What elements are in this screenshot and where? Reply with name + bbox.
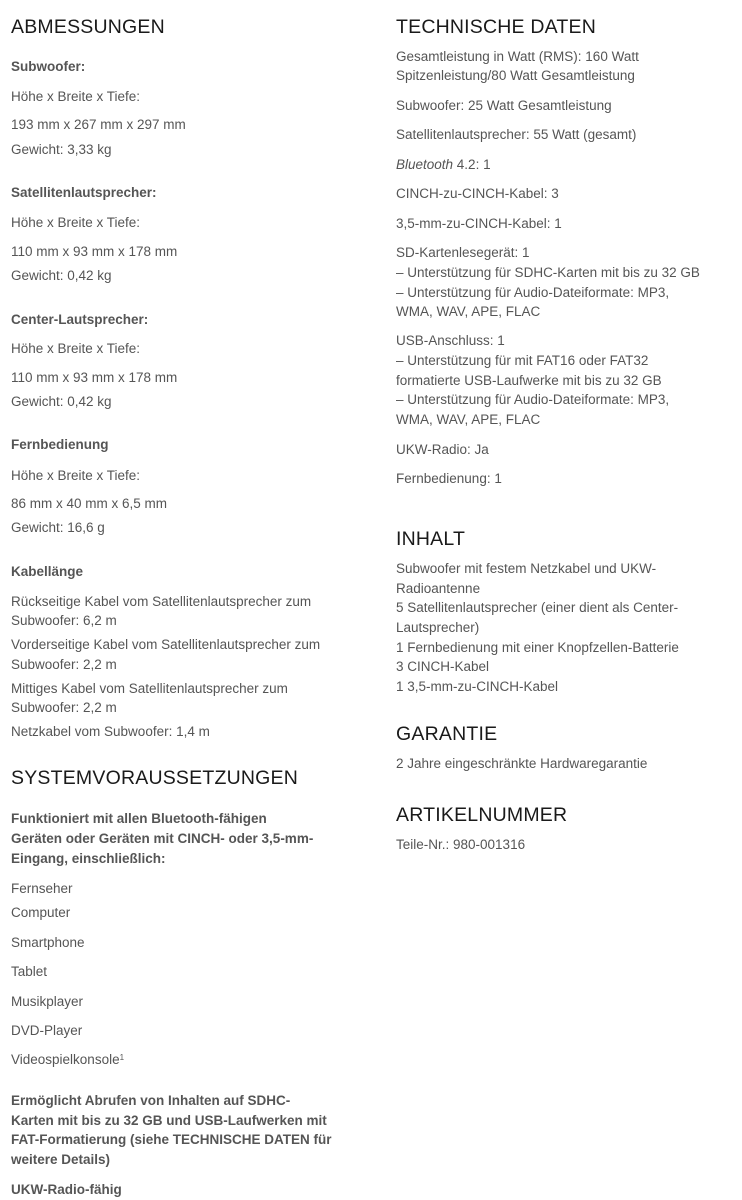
tech-sd-line1: SD-Kartenlesegerät: 1: [396, 245, 530, 260]
center-heading: Center-Lautsprecher:: [11, 312, 149, 327]
tech-sd-line2: – Unterstützung für SDHC-Karten mit bis zu 32 GB: [396, 265, 700, 280]
tech-satellite: Satellitenlautsprecher: 55 Watt (gesamt): [396, 127, 637, 142]
subwoofer-dims: 193 mm x 267 mm x 297 mm: [11, 117, 186, 132]
cable-front-line2: Subwoofer: 2,2 m: [11, 657, 117, 672]
center-dims: 110 mm x 93 mm x 178 mm: [11, 370, 178, 385]
sd-note-line4: weitere Details): [11, 1152, 111, 1167]
bluetooth-version: 4.2: 1: [453, 157, 491, 172]
inhalt-line: Lautsprecher): [396, 620, 480, 635]
subwoofer-weight: Gewicht: 3,33 kg: [11, 142, 112, 157]
satellite-dims-label: Höhe x Breite x Tiefe:: [11, 215, 141, 230]
sd-note-line3: FAT-Formatierung (siehe TECHNISCHE DATEN für: [11, 1132, 332, 1147]
cable-rear-line2: Subwoofer: 6,2 m: [11, 613, 117, 628]
device-item: Smartphone: [11, 935, 85, 950]
part-number: Teile-Nr.: 980-001316: [396, 837, 526, 852]
section-title-inhalt: INHALT: [396, 528, 466, 550]
center-weight: Gewicht: 0,42 kg: [11, 394, 112, 409]
device-item: Fernseher: [11, 881, 73, 896]
cable-heading: Kabellänge: [11, 564, 84, 579]
satellite-heading: Satellitenlautsprecher:: [11, 185, 157, 200]
center-dims-label: Höhe x Breite x Tiefe:: [11, 341, 141, 356]
system-intro-line1: Funktioniert mit allen Bluetooth-fähigen: [11, 811, 267, 826]
cable-mid-line1: Mittiges Kabel vom Satellitenlautsprecher zum: [11, 681, 288, 696]
tech-radio: UKW-Radio: Ja: [396, 442, 489, 457]
tech-usb-line5: WMA, WAV, APE, FLAC: [396, 412, 541, 427]
tech-cinch: CINCH-zu-CINCH-Kabel: 3: [396, 186, 559, 201]
device-item-console: [11, 1050, 124, 1070]
tech-sd-line3: – Unterstützung für Audio-Dateiformate: MP3,: [396, 285, 670, 300]
inhalt-line: 3 CINCH-Kabel: [396, 659, 490, 674]
tech-bluetooth: [396, 155, 491, 175]
device-item: Musikplayer: [11, 994, 84, 1009]
sd-note-line2: Karten mit bis zu 32 GB und USB-Laufwerken mit: [11, 1113, 327, 1128]
section-title-system: SYSTEMVORAUSSETZUNGEN: [11, 767, 298, 789]
remote-dims: 86 mm x 40 mm x 6,5 mm: [11, 496, 168, 511]
section-title-artikel: ARTIKELNUMMER: [396, 804, 568, 826]
inhalt-line: 1 3,5-mm-zu-CINCH-Kabel: [396, 679, 559, 694]
section-title-tech: TECHNISCHE DATEN: [396, 16, 597, 38]
tech-power-line2: Spitzenleistung/80 Watt Gesamtleistung: [396, 68, 635, 83]
device-item: Computer: [11, 905, 71, 920]
cable-mid-line2: Subwoofer: 2,2 m: [11, 700, 117, 715]
device-item: DVD-Player: [11, 1023, 83, 1038]
garantie-text: 2 Jahre eingeschränkte Hardwaregarantie: [396, 756, 648, 771]
bluetooth-word: Bluetooth: [396, 157, 454, 172]
tech-power-line1: Gesamtleistung in Watt (RMS): 160 Watt: [396, 49, 639, 64]
tech-usb-line4: – Unterstützung für Audio-Dateiformate: MP3,: [396, 392, 670, 407]
inhalt-line: 5 Satellitenlautsprecher (einer dient als Center-: [396, 600, 679, 615]
satellite-dims: 110 mm x 93 mm x 178 mm: [11, 244, 178, 259]
section-title-garantie: GARANTIE: [396, 723, 498, 745]
subwoofer-heading: Subwoofer:: [11, 59, 86, 74]
inhalt-line: Radioantenne: [396, 581, 481, 596]
tech-subwoofer: Subwoofer: 25 Watt Gesamtleistung: [396, 98, 612, 113]
tech-usb-line1: USB-Anschluss: 1: [396, 333, 505, 348]
inhalt-line: 1 Fernbedienung mit einer Knopfzellen-Batterie: [396, 640, 679, 655]
sd-note-line1: Ermöglicht Abrufen von Inhalten auf SDHC-: [11, 1093, 291, 1108]
tech-sd-line4: WMA, WAV, APE, FLAC: [396, 304, 541, 319]
remote-dims-label: Höhe x Breite x Tiefe:: [11, 468, 141, 483]
satellite-weight: Gewicht: 0,42 kg: [11, 268, 112, 283]
cable-power: Netzkabel vom Subwoofer: 1,4 m: [11, 724, 210, 739]
tech-remote: Fernbedienung: 1: [396, 471, 502, 486]
device-item: Tablet: [11, 964, 48, 979]
system-intro-line3: Eingang, einschließlich:: [11, 851, 166, 866]
radio-note: UKW-Radio-fähig: [11, 1182, 122, 1197]
footnote-marker: 1: [119, 1053, 125, 1062]
cable-front-line1: Vorderseitige Kabel vom Satellitenlautsprecher zum: [11, 637, 321, 652]
tech-jack: 3,5-mm-zu-CINCH-Kabel: 1: [396, 216, 562, 231]
tech-usb-line2: – Unterstützung für mit FAT16 oder FAT32: [396, 353, 649, 368]
remote-weight: Gewicht: 16,6 g: [11, 520, 105, 535]
tech-usb-line3: formatierte USB-Laufwerke mit bis zu 32 GB: [396, 373, 662, 388]
system-intro-line2: Geräten oder Geräten mit CINCH- oder 3,5-mm-: [11, 831, 314, 846]
device-item: Videospielkonsole: [11, 1052, 120, 1067]
inhalt-line: Subwoofer mit festem Netzkabel und UKW-: [396, 561, 657, 576]
section-title-abmessungen: ABMESSUNGEN: [11, 16, 165, 38]
cable-rear-line1: Rückseitige Kabel vom Satellitenlautsprecher zum: [11, 594, 312, 609]
subwoofer-dims-label: Höhe x Breite x Tiefe:: [11, 89, 141, 104]
remote-heading: Fernbedienung: [11, 437, 109, 452]
